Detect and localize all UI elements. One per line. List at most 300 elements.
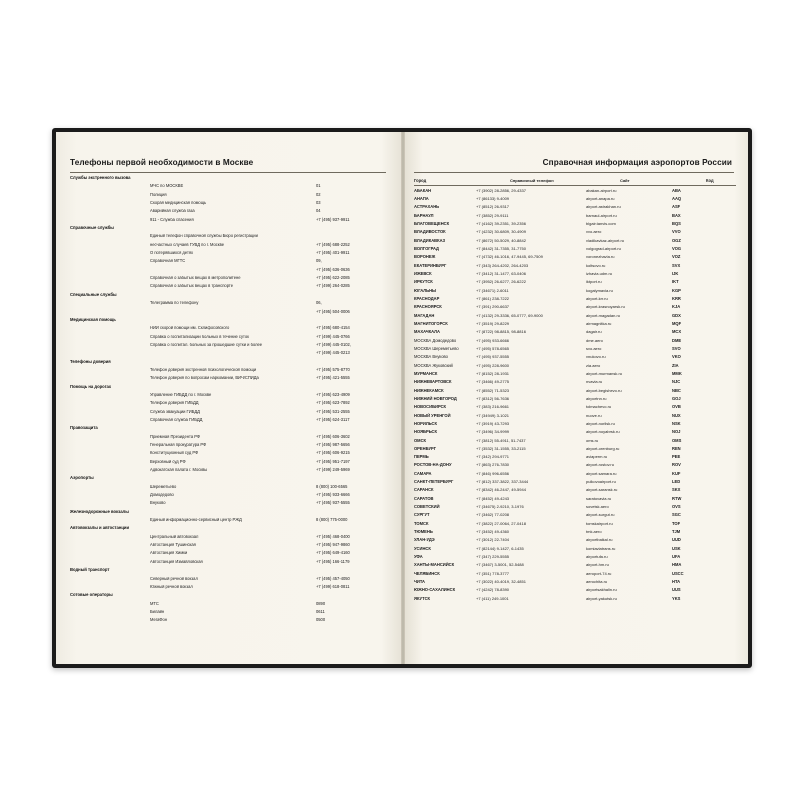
phone-number: +7 (495) 457-4050 — [316, 575, 350, 581]
airport-city: ПЕРМЬ — [414, 454, 429, 460]
airport-website: vvo.aero — [586, 229, 602, 235]
left-page-title: Телефоны первой необходимости в Москве — [70, 158, 254, 167]
phone-category-row — [70, 176, 388, 184]
phone-service-name: Билайн — [150, 609, 165, 614]
phone-entry-row — [70, 418, 388, 426]
airport-phone: +7 (846) 996-6556 — [476, 470, 510, 476]
right-page — [402, 132, 748, 664]
table-row — [414, 544, 736, 552]
phone-entry-row — [70, 376, 388, 384]
table-row — [414, 411, 736, 419]
book-spine — [401, 132, 405, 664]
airport-website: aerochita.ru — [586, 579, 608, 585]
airport-city: ЕКАТЕРИНБУРГ — [414, 262, 447, 268]
phone-number: +7 (495) 688-2252 — [316, 241, 350, 247]
airport-city: ТЮМЕНЬ — [414, 529, 433, 535]
airport-code: SKX — [672, 487, 681, 493]
right-title-rule — [414, 172, 734, 173]
airport-code: AAQ — [672, 195, 682, 201]
phone-entry-row — [70, 610, 388, 618]
airport-city: СОВЕТСКИЙ — [414, 504, 440, 510]
emergency-phones-list — [70, 176, 388, 627]
phone-number: 0611 — [316, 608, 325, 614]
airport-code: REN — [672, 445, 681, 451]
table-row — [414, 236, 736, 244]
phone-service-name: Шереметьево — [150, 484, 177, 489]
airport-city: НОВОСИБИРСК — [414, 404, 447, 410]
phone-service-name: Телефон доверия по вопросам наркомании, ВИЧ/СПИДа — [150, 376, 259, 381]
phone-service-name: Скорая медицинская помощь — [150, 201, 207, 206]
airport-website: airport-saransk.ru — [586, 487, 618, 493]
phone-category-row — [70, 293, 388, 301]
airport-website: voronezhavia.ru — [586, 254, 615, 260]
airport-code: SVX — [672, 262, 681, 268]
airport-city: ТОМСК — [414, 520, 429, 526]
airport-website: airportnn.ru — [586, 395, 607, 401]
airport-website: airport-krr.ru — [586, 295, 608, 301]
airport-city: АНАПА — [414, 195, 429, 201]
phone-category: Сотовые операторы — [70, 592, 113, 598]
airport-website: barnaul-airport.ru — [586, 212, 617, 218]
airport-website: koltsovo.ru — [586, 262, 606, 268]
airport-phone: +7 (861) 238-7222 — [476, 295, 510, 301]
airport-website: airport-surgut.ru — [586, 512, 615, 518]
airport-website: tomskairport.ru — [586, 520, 613, 526]
phone-entry-row — [70, 602, 388, 610]
phone-entry-row — [70, 560, 388, 568]
table-row — [414, 211, 736, 219]
airport-city: ХАНТЫ-МАНСИЙСК — [414, 562, 455, 568]
airport-website: nuove.ru — [586, 412, 602, 418]
phone-entry-row — [70, 251, 388, 259]
airport-phone: +7 (4232) 30-6809, 30-4909 — [476, 229, 526, 235]
phone-number: 06, — [316, 300, 322, 306]
airport-phone: +7 (82144) 9-1427, 6-1435 — [476, 545, 524, 551]
airport-phone: +7 (4732) 46-1016, 47-9445, 69-7509 — [476, 254, 543, 260]
table-row — [414, 278, 736, 286]
phone-service-name: Автостанция Тушинская — [150, 543, 196, 548]
airport-city: НОВЫЙ УРЕНГОЙ — [414, 412, 451, 418]
airport-phone: +7 (3467) 3-5001, 52-5488 — [476, 562, 524, 568]
table-row — [414, 344, 736, 352]
phone-service-name: МегаФон — [150, 618, 168, 623]
phone-number: +7 (495) 951-7197 — [316, 458, 350, 464]
airport-code: GOJ — [672, 395, 681, 401]
phone-number: +7 (495) 623-7892 — [316, 400, 350, 406]
airport-website: airport-magadan.ru — [586, 312, 621, 318]
phone-service-name: Справка о госпитализации больных в течение суток — [150, 334, 249, 339]
airport-website: airport-yakutsk.ru — [586, 595, 617, 601]
table-row — [414, 444, 736, 452]
airport-city: УСИНСК — [414, 545, 431, 551]
airport-phone: +7 (8342) 46-2447, 49-5944 — [476, 487, 526, 493]
airport-city: МАХАЧКАЛА — [414, 329, 440, 335]
airport-code: YKS — [672, 595, 681, 601]
phone-number: +7 (499) 445-0213 — [316, 350, 350, 356]
airport-phone: +7 (3952) 26-6277, 26-6222 — [476, 279, 526, 285]
airport-phone: +7 (34675) 2-9210, 3-1976 — [476, 504, 524, 510]
table-header-row — [414, 176, 736, 186]
airport-website: airportbaikal.ru — [586, 537, 613, 543]
airport-code: IKT — [672, 279, 679, 285]
table-row — [414, 378, 736, 386]
airport-code: HMA — [672, 562, 682, 568]
table-row — [414, 577, 736, 585]
phone-number: 8 (800) 100-6565 — [316, 483, 348, 489]
airports-table — [414, 176, 736, 602]
airport-phone: +7 (8722) 98-8815, 98-8816 — [476, 329, 526, 335]
left-title-rule — [70, 172, 386, 173]
airport-code: SGC — [672, 512, 681, 518]
table-row — [414, 319, 736, 327]
airport-code: HTA — [672, 579, 681, 585]
table-row — [414, 194, 736, 202]
phone-category: Автовокзалы и автостанции — [70, 525, 130, 531]
airport-website: airport-hm.ru — [586, 562, 609, 568]
phone-number: +7 (495) 468-0400 — [316, 533, 350, 539]
airport-city: ВЛАДИКАВКАЗ — [414, 237, 446, 243]
phone-service-name: Аварийная служба газа — [150, 209, 195, 214]
airport-phone: +7 (495) 933-6666 — [476, 337, 510, 343]
table-row — [414, 527, 736, 535]
phone-number: 09, — [316, 258, 322, 264]
airport-phone: +7 (3919) 43-7293 — [476, 420, 510, 426]
airport-code: OVS — [672, 504, 681, 510]
airport-phone: +7 (3902) 28-2856, 29-4337 — [476, 187, 526, 193]
airport-city: РОСТОВ-НА-ДОНУ — [414, 462, 452, 468]
airport-code: ABA — [672, 187, 681, 193]
airport-city: БЛАГОВЕЩЕНСК — [414, 220, 450, 226]
airport-phone: +7 (34671) 2-6011 — [476, 287, 509, 293]
phone-number: +7 (495) 937-5555 — [316, 500, 350, 506]
table-row — [414, 303, 736, 311]
airport-city: САРАТОВ — [414, 495, 434, 501]
phone-number: +7 (499) 618-0811 — [316, 583, 350, 589]
airport-city: ОМСК — [414, 437, 427, 443]
airport-code: NUX — [672, 412, 681, 418]
airport-website: abakan-airport.ru — [586, 187, 617, 193]
phone-service-name: Телефон доверия экстренной психологической помощи — [150, 367, 257, 372]
airport-code: KUF — [672, 470, 681, 476]
airport-website: kogalymavia.ru — [586, 287, 613, 293]
table-row — [414, 336, 736, 344]
airport-code: ROV — [672, 462, 681, 468]
header-code: Код — [706, 178, 714, 183]
phone-number: +7 (495) 575-8770 — [316, 366, 350, 372]
phone-category: Специальные службы — [70, 291, 117, 297]
phone-service-name: МЧС по МОСКВЕ — [150, 184, 184, 189]
airport-city: ОРЕНБУРГ — [414, 445, 437, 451]
phone-service-name: Служба эвакуации ГИБДД — [150, 409, 200, 414]
phone-number: 03 — [316, 200, 321, 206]
airport-phone: +7 (8442) 31-7355, 31-7750 — [476, 245, 526, 251]
airport-code: USCC — [672, 570, 684, 576]
phone-number: +7 (495) 680-4154 — [316, 325, 350, 331]
airport-website: airport-begishevo.ru — [586, 387, 622, 393]
airport-code: GDX — [672, 312, 681, 318]
airport-website: aviaperm.ru — [586, 454, 608, 460]
airport-code: TOF — [672, 520, 681, 526]
airport-city: НОЯБРЬСК — [414, 429, 437, 435]
phone-number: +7 (495) 624-3117 — [316, 416, 350, 422]
airport-city: МАГАДАН — [414, 312, 435, 318]
table-row — [414, 203, 736, 211]
airport-city: АСТРАХАНЬ — [414, 204, 440, 210]
airport-website: airport-norilsk.ru — [586, 420, 615, 426]
phone-number: +7 (495) 636-0636 — [316, 266, 350, 272]
phone-service-name: О потерявшихся детях — [150, 251, 194, 256]
phone-service-name: Северный речной вокзал — [150, 576, 198, 581]
table-row — [414, 453, 736, 461]
phone-service-name: Полиция — [150, 192, 167, 197]
airport-website: airport-noyabrsk.ru — [586, 429, 620, 435]
airport-city: ЮЖНО-САХАЛИНСК — [414, 587, 456, 593]
airport-code: TJM — [672, 529, 681, 535]
header-city: Город — [414, 178, 427, 183]
phone-service-name: Справочная о забытых вещах в метрополитене — [150, 276, 241, 281]
phone-service-name: Справочная МГТС — [150, 259, 186, 264]
airport-code: NOJ — [672, 429, 681, 435]
phone-service-name: Телефон доверия ГИБДД — [150, 401, 199, 406]
airport-phone: +7 (8552) 71-5323 — [476, 387, 510, 393]
airport-city: УФА — [414, 554, 423, 560]
table-row — [414, 219, 736, 227]
phone-number: 0500 — [316, 617, 326, 623]
airport-city: ЧЕЛЯБИНСК — [414, 570, 440, 576]
airport-code: UUS — [672, 587, 681, 593]
phone-category: Справочные службы — [70, 225, 114, 231]
airport-phone: +7 (495) 937-5555 — [476, 354, 510, 360]
phone-number: 04 — [316, 208, 321, 214]
table-row — [414, 328, 736, 336]
left-page — [56, 132, 402, 664]
airport-website: airmagnitka.ru — [586, 320, 612, 326]
airport-phone: +7 (812) 337-3822, 337-3444 — [476, 479, 529, 485]
airport-code: MQF — [672, 320, 682, 326]
table-row — [414, 502, 736, 510]
table-row — [414, 261, 736, 269]
airport-phone: +7 (3412) 31-1477, 63-0406 — [476, 270, 526, 276]
airport-code: KGP — [672, 287, 681, 293]
table-row — [414, 494, 736, 502]
airport-website: airport.samara.ru — [586, 470, 617, 476]
phone-service-name: Управление ГИБДД по г. Москве — [150, 392, 212, 397]
airport-website: airport-anapa.ru — [586, 195, 615, 201]
table-row — [414, 353, 736, 361]
phone-number: 8 (800) 775-0000 — [316, 517, 348, 523]
phone-number: +7 (495) 606-9215 — [316, 450, 350, 456]
airport-phone: +7 (86133) 9-4009 — [476, 195, 510, 201]
table-row — [414, 519, 736, 527]
airport-website: airport.astrakhan.ru — [586, 204, 621, 210]
airport-code: MMK — [672, 370, 682, 376]
airport-phone: +7 (351) 778-3777 — [476, 570, 510, 576]
book-pages — [56, 132, 748, 664]
airport-phone: +7 (8672) 50-5029, 40-8842 — [476, 237, 526, 243]
airport-city: МАГНИТОГОРСК — [414, 320, 448, 326]
phone-number: +7 (495) 606-3602 — [316, 433, 350, 439]
airport-website: volgograd-airport.ru — [586, 245, 621, 251]
airport-phone: +7 (495) 228-9600 — [476, 362, 510, 368]
phone-entry-row — [70, 193, 388, 201]
phone-number: +7 (495) 947-9860 — [316, 542, 350, 548]
airport-phone: +7 (8452) 49-4243 — [476, 495, 510, 501]
phone-category: Железнодорожные вокзалы — [70, 508, 129, 514]
phone-entry-row — [70, 218, 388, 226]
airport-phone: +7 (34949) 3-1021 — [476, 412, 510, 418]
table-row — [414, 253, 736, 261]
right-page-title: Справочная информация аэропортов России — [542, 158, 732, 167]
phone-service-name: Справочная о забытых вещах в транспорте — [150, 284, 233, 289]
phone-category: Медицинская помощь — [70, 316, 116, 322]
airport-website: airport-murmansk.ru — [586, 370, 623, 376]
airport-code: KRR — [672, 295, 681, 301]
airport-code: VOZ — [672, 254, 681, 260]
airport-code: LED — [672, 479, 681, 485]
airport-phone: +7 (3462) 77-0208 — [476, 512, 510, 518]
airport-city: МУРМАНСК — [414, 370, 438, 376]
airport-phone: +7 (4132) 29-3336, 65-0777, 69-9000 — [476, 312, 543, 318]
airport-website: dme.aero — [586, 337, 603, 343]
phone-service-name: Справка о госпитал. больных за прошедшие сутки и более — [150, 342, 263, 347]
airport-website: komiaviatrans.ru — [586, 545, 616, 551]
phone-category: Службы экстренного вызова — [70, 175, 131, 180]
table-row — [414, 428, 736, 436]
airport-code: SVO — [672, 345, 681, 351]
phone-service-name: Автостанция Измайловская — [150, 559, 203, 564]
airport-phone: +7 (3496) 34-9999 — [476, 429, 510, 435]
airport-code: NSK — [672, 420, 681, 426]
airport-website: iktport.ru — [586, 279, 602, 285]
airport-website: airport-krasnoyarsk.ru — [586, 304, 625, 310]
airport-city: ИЖЕВСК — [414, 270, 432, 276]
table-row — [414, 561, 736, 569]
airport-code: OMS — [672, 437, 682, 443]
table-row — [414, 486, 736, 494]
phone-number: +7 (495) 504-0006 — [316, 308, 350, 314]
airport-city: АБАКАН — [414, 187, 432, 193]
airport-city: ЯКУТСК — [414, 595, 431, 601]
airport-phone: +7 (8512) 26-9317 — [476, 204, 510, 210]
phone-number: +7 (495) 166-1179 — [316, 558, 350, 564]
airport-phone: +7 (3452) 49-4360 — [476, 529, 510, 535]
phone-number: 0890 — [316, 600, 326, 606]
table-body — [414, 186, 736, 602]
airport-website: vladikavkaz-airport.ru — [586, 237, 625, 243]
phone-number: +7 (495) 421-5555 — [316, 375, 350, 381]
airport-website: svo.aero — [586, 345, 602, 351]
phone-number: +7 (499) 445-0102, — [316, 341, 351, 347]
airport-phone: +7 (342) 294-9771 — [476, 454, 510, 460]
airport-phone: +7 (3022) 40-4019, 32-4851 — [476, 579, 526, 585]
airport-city: ВЛАДИВОСТОК — [414, 229, 446, 235]
table-row — [414, 294, 736, 302]
airport-code: MCX — [672, 329, 682, 335]
phone-service-name: Верховный суд РФ — [150, 459, 186, 464]
phone-category: Аэропорты — [70, 475, 94, 481]
airport-city: НИЖНЕКАМСК — [414, 387, 444, 393]
phone-number: +7 (499) 445-0766 — [316, 333, 350, 339]
phone-service-name: Единый телефон справочной службы Бюро регистрации — [150, 234, 258, 239]
phone-service-name: Генеральная прокуратура РФ — [150, 443, 207, 447]
airport-website: tmk.aero — [586, 529, 602, 535]
airport-city: МОСКВА Домодедово — [414, 337, 457, 343]
airport-code: UUD — [672, 537, 681, 543]
phone-service-name: 911 - Служба спасения — [150, 217, 194, 222]
airport-phone: +7 (3012) 22-7404 — [476, 537, 510, 543]
table-row — [414, 244, 736, 252]
airport-city: ВОРОНЕЖ — [414, 254, 436, 260]
airport-city: ЮГАЛЬНЫ — [414, 287, 437, 293]
airport-website: sovetsk.aero — [586, 504, 609, 510]
table-row — [414, 403, 736, 411]
table-row — [414, 436, 736, 444]
table-row — [414, 186, 736, 194]
phone-service-name: Адвокатская палата г. Москвы — [150, 468, 208, 473]
airport-website: aeroport-74.ru — [586, 570, 612, 576]
airport-phone: +7 (411) 249-1001 — [476, 595, 509, 601]
airport-code: KJA — [672, 304, 681, 310]
airport-phone: +7 (3822) 27-0064, 27-0418 — [476, 520, 526, 526]
phone-category: Телефоны доверия — [70, 358, 111, 364]
open-book — [52, 128, 752, 668]
airport-website: saratovavia.ru — [586, 495, 612, 501]
phone-category: Правозащита — [70, 425, 98, 431]
phone-category: Помощь на дорогах — [70, 383, 112, 389]
phone-service-name: Внуково — [150, 501, 166, 506]
phone-number: +7 (499) 249-5969 — [316, 467, 350, 473]
airport-phone: +7 (383) 216-9661 — [476, 404, 510, 410]
airport-code: OVB — [672, 404, 681, 410]
phone-number: 01 — [316, 183, 321, 189]
airport-code: NBC — [672, 387, 681, 393]
phone-number: +7 (495) 622-2085 — [316, 275, 350, 281]
airport-website: pulkovoairport.ru — [586, 479, 616, 485]
table-row — [414, 394, 736, 402]
airport-city: ИРКУТСК — [414, 279, 433, 285]
phone-service-name: Южный речной вокзал — [150, 584, 193, 589]
airport-city: ВОЛГОГРАД — [414, 245, 439, 251]
airport-code: VVO — [672, 229, 681, 235]
airport-city: КРАСНОДАР — [414, 295, 440, 301]
airport-phone: +7 (3519) 29-8229 — [476, 320, 510, 326]
airport-city: НИЖНИЙ НОВГОРОД — [414, 395, 457, 401]
airport-code: PEE — [672, 454, 681, 460]
phone-number: +7 (495) 623-4909 — [316, 391, 350, 397]
airport-phone: +7 (495) 578-6565 — [476, 345, 510, 351]
airport-city: ЧИТА — [414, 579, 426, 585]
table-row — [414, 269, 736, 277]
airport-city: САРАНСК — [414, 487, 434, 493]
phone-number: 02 — [316, 191, 321, 197]
airport-code: RTW — [672, 495, 682, 501]
phone-number: +7 (495) 937-9911 — [316, 216, 350, 222]
airport-city: НОРИЛЬСК — [414, 420, 437, 426]
airport-phone: +7 (3466) 49-2775 — [476, 379, 510, 385]
header-phone: Справочный телефон — [510, 178, 554, 183]
airport-city: НИЖНЕВАРТОВСК — [414, 379, 452, 385]
airport-phone: +7 (3532) 31-1555, 33-2115 — [476, 445, 526, 451]
table-row — [414, 586, 736, 594]
airport-city: МОСКВА Внуково — [414, 354, 448, 360]
airport-phone: +7 (3812) 55-4911, 51-7437 — [476, 437, 526, 443]
phone-category-row — [70, 226, 388, 234]
phone-entry-row — [70, 351, 388, 359]
table-row — [414, 386, 736, 394]
phone-number: +7 (495) 531-2555 — [316, 408, 350, 414]
table-row — [414, 536, 736, 544]
phone-service-name: МТС — [150, 601, 159, 606]
